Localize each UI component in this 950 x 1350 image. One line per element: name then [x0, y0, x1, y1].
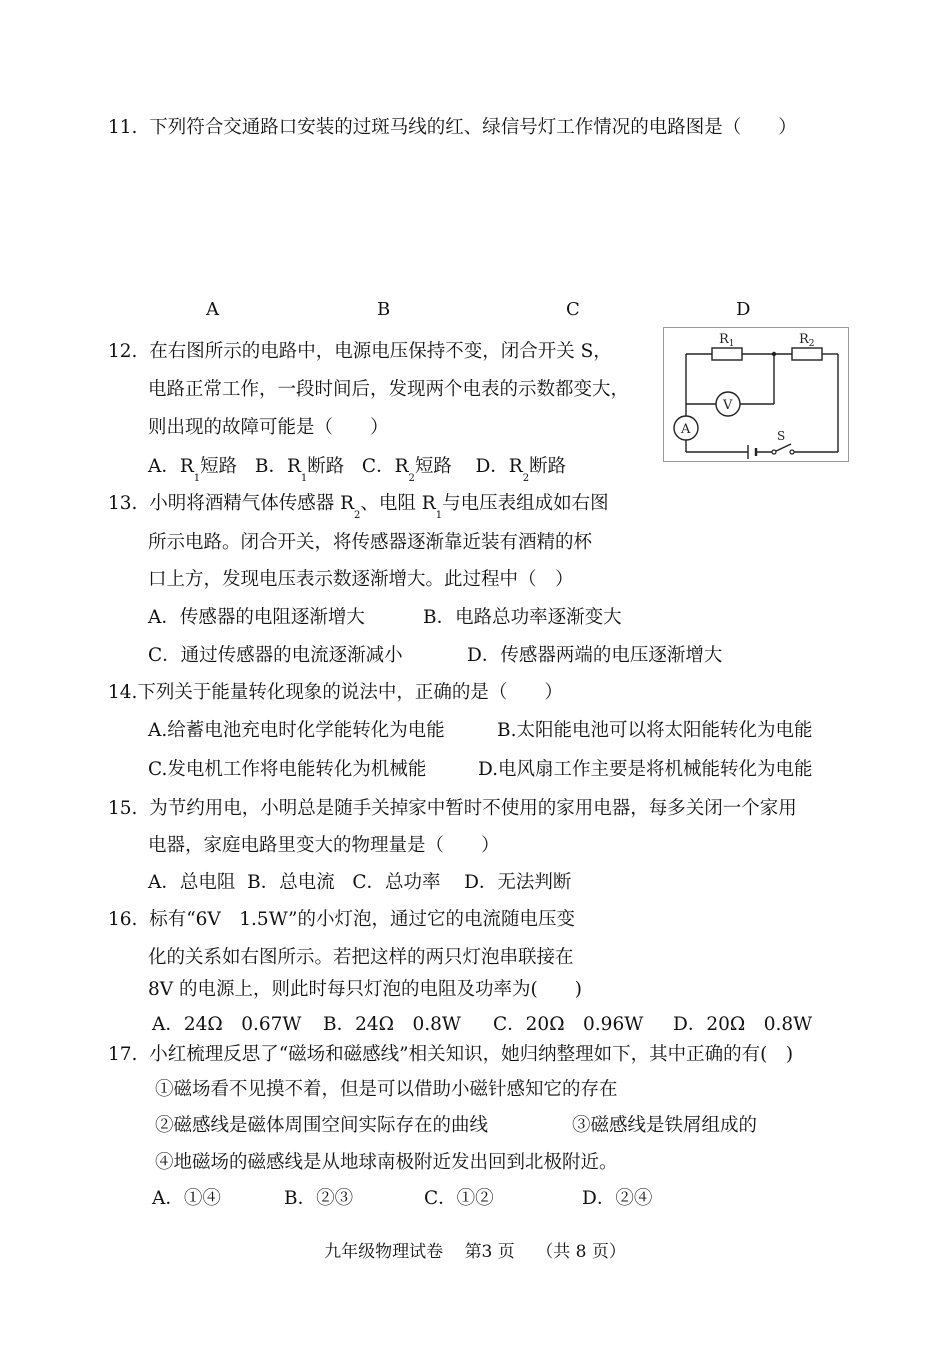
q13-option-d[interactable]: D．传感器两端的电压逐渐增大	[467, 645, 723, 666]
switch-label: S	[777, 429, 786, 443]
q17-option-b[interactable]: B．②③	[284, 1188, 354, 1209]
q13-line-3: 口上方，发现电压表示数逐渐增大。此过程中（ ）	[148, 569, 574, 590]
q11-label-c: C	[566, 299, 580, 320]
q15-option-a[interactable]: A．总电阻	[148, 872, 236, 893]
q16-line-3: 8V 的电源上，则此时每只灯泡的电阻及功率为( )	[148, 979, 582, 1000]
q12-option-c[interactable]	[361, 456, 452, 484]
footer-page: 第3 页	[464, 1242, 515, 1262]
q17-item-1: ①磁场看不见摸不着，但是可以借助小磁针感知它的存在	[155, 1079, 618, 1100]
q13-number: 13.	[108, 493, 138, 514]
q12-options	[148, 454, 567, 484]
q11-text: 下列符合交通路口安装的过斑马线的红、绿信号灯工作情况的电路图是（ ）	[149, 117, 797, 138]
q12-option-a-suffix: 短路	[200, 456, 238, 477]
q12-line-2: 电路正常工作，一段时间后，发现两个电表的示数都变大，	[148, 379, 630, 400]
q12-option-b[interactable]	[254, 456, 345, 484]
q14-number: 14.	[108, 682, 138, 703]
ammeter-label: A	[681, 422, 691, 437]
q13-option-c[interactable]: C．通过传感器的电流逐渐减小	[148, 645, 403, 666]
q12-option-b-prefix: B．R	[254, 456, 301, 477]
q11-number: 11.	[108, 117, 138, 138]
q11-label-b: B	[377, 299, 391, 320]
q13-text-1b: 、电阻 R	[360, 493, 436, 514]
q12-option-c-prefix: C．R	[361, 456, 409, 477]
q12-option-a-sub: 1	[193, 472, 201, 484]
r1-label: $R_1$	[719, 332, 735, 349]
q17-line	[108, 1042, 793, 1068]
q11-label-a: A	[206, 299, 219, 320]
q16-option-d[interactable]: D．20Ω 0.8W	[673, 1014, 813, 1035]
q14-option-c[interactable]: C.发电机工作将电能转化为机械能	[148, 759, 427, 780]
q12-option-d-suffix: 断路	[529, 456, 567, 477]
q13-line-2: 所示电路。闭合开关，将传感器逐渐靠近装有酒精的杯	[148, 532, 593, 553]
q12-option-d-sub: 2	[522, 472, 530, 484]
q14-text: 下列关于能量转化现象的说法中，正确的是（ ）	[137, 682, 563, 703]
q16-option-c[interactable]: C．20Ω 0.96W	[493, 1014, 644, 1035]
q12-option-d[interactable]	[475, 456, 567, 484]
q17-number: 17.	[108, 1044, 138, 1065]
q15-line-2: 电器，家庭电路里变大的物理量是（ ）	[148, 835, 500, 856]
q12-circuit-svg	[664, 328, 848, 461]
footer-subject: 九年级物理试卷	[324, 1242, 444, 1262]
q14-line	[108, 680, 563, 706]
q14-option-b[interactable]: B.太阳能电池可以将太阳能转化为电能	[497, 720, 813, 741]
q12-circuit-figure	[663, 327, 849, 462]
q12-option-b-suffix: 断路	[307, 456, 345, 477]
q12-line-3: 则出现的故障可能是（ ）	[148, 417, 389, 438]
resistor-r2	[792, 348, 822, 360]
q15-option-d[interactable]: D．无法判断	[464, 872, 572, 893]
q17-item-2: ②磁感线是磁体周围空间实际存在的曲线	[155, 1115, 489, 1136]
q16-line-1	[108, 907, 575, 933]
q15-option-c[interactable]: C．总功率	[352, 872, 441, 893]
q16-option-a[interactable]: A．24Ω 0.67W	[152, 1014, 302, 1035]
q11-label-d: D	[736, 299, 751, 320]
q12-line-1	[108, 339, 612, 365]
q12-number: 12.	[108, 341, 138, 362]
footer-total: （共 8 页）	[536, 1242, 626, 1262]
q17-option-d[interactable]: D．②④	[582, 1188, 653, 1209]
q13-option-b[interactable]: B．电路总功率逐渐变大	[423, 607, 622, 628]
q17-item-3: ③磁感线是铁屑组成的	[572, 1115, 758, 1136]
q16-number: 16.	[108, 909, 138, 930]
q16-option-b[interactable]: B．24Ω 0.8W	[323, 1014, 461, 1035]
q14-option-a[interactable]: A.给蓄电池充电时化学能转化为电能	[148, 720, 445, 741]
voltmeter-label: V	[723, 398, 733, 413]
q12-option-b-sub: 1	[300, 472, 308, 484]
q17-option-c[interactable]: C．①②	[424, 1188, 494, 1209]
q17-text: 小红梳理反思了“磁场和磁感线”相关知识，她归纳整理如下，其中正确的有( )	[149, 1044, 794, 1065]
q15-option-b[interactable]: B．总电流	[247, 872, 335, 893]
q12-option-a[interactable]	[148, 456, 238, 484]
r2-label: $R_2$	[799, 332, 815, 349]
q12-option-c-suffix: 短路	[414, 456, 452, 477]
q13-text-1a: 小明将酒精气体传感器 R	[149, 493, 354, 514]
q12-option-c-sub: 2	[408, 472, 415, 484]
q15-text-1: 为节约用电，小明总是随手关掉家中暂时不使用的家用电器，每多关闭一个家用	[149, 798, 797, 819]
resistor-r1	[712, 348, 742, 360]
q11-line	[108, 115, 797, 141]
q13-sub-2: 1	[435, 509, 443, 521]
q12-text-1: 在右图所示的电路中，电源电压保持不变，闭合开关 S，	[149, 341, 612, 362]
q16-text-1: 标有“6V 1.5W”的小灯泡，通过它的电流随电压变	[149, 909, 576, 930]
q12-option-d-prefix: D．R	[475, 456, 523, 477]
q15-line-1	[108, 796, 797, 822]
q12-option-a-prefix: A．R	[148, 456, 194, 477]
q13-option-a[interactable]: A．传感器的电阻逐渐增大	[148, 607, 365, 628]
q15-options	[148, 870, 571, 896]
q13-text-1c: 与电压表组成如右图	[442, 493, 609, 514]
q17-option-a[interactable]: A．①④	[152, 1188, 221, 1209]
q13-line-1	[108, 491, 609, 521]
q13-sub-1: 2	[354, 509, 361, 521]
page-footer	[0, 1237, 950, 1262]
q17-item-4: ④地磁场的磁感线是从地球南极附近发出回到北极附近。	[155, 1152, 618, 1173]
q15-number: 15.	[108, 798, 138, 819]
q14-option-d[interactable]: D.电风扇工作主要是将机械能转化为电能	[478, 759, 813, 780]
q16-line-2: 化的关系如右图所示。若把这样的两只灯泡串联接在	[148, 947, 574, 968]
